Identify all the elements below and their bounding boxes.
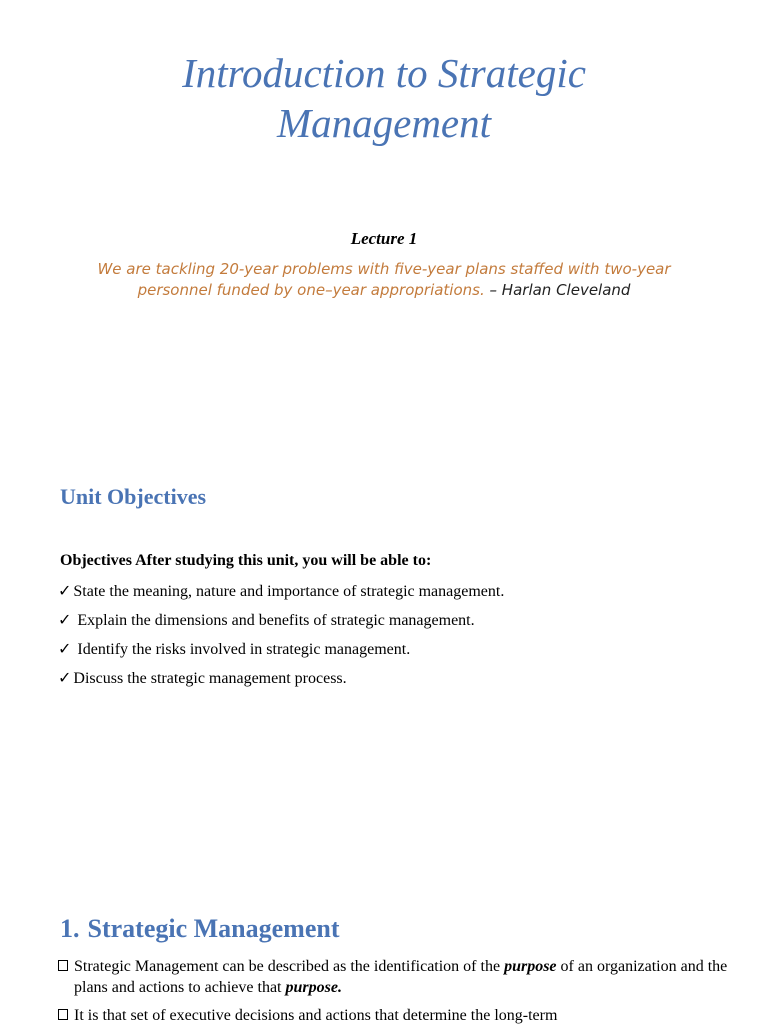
objective-text: State the meaning, nature and importance of strategic management.: [73, 583, 505, 600]
objective-text: Discuss the strategic management process.: [73, 670, 347, 687]
checkbox-bullet-icon: [58, 960, 68, 971]
objective-item: [58, 638, 504, 667]
objective-text: Explain the dimensions and benefits of strategic management.: [73, 612, 475, 629]
quote-text: We are tackling 20-year problems with five-year plans staffed with two-year personnel funded by one–year appropriations.: [97, 260, 671, 299]
section-number: 1.: [60, 914, 80, 943]
lecture-label: Lecture 1: [350, 229, 418, 248]
document-title: [0, 48, 768, 148]
bullet-emphasis: purpose: [504, 958, 557, 975]
objective-item: [58, 667, 504, 696]
check-icon: ✓: [58, 670, 72, 687]
epigraph-quote: [60, 259, 708, 301]
section-bullet: [58, 956, 738, 998]
objective-item: [58, 609, 504, 638]
check-icon: ✓: [58, 583, 72, 600]
section-title: Strategic Management: [87, 914, 340, 943]
bullet-text-part: Strategic Management can be described as the identification of the: [74, 958, 505, 975]
quote-author: – Harlan Cleveland: [489, 281, 631, 299]
check-icon: ✓: [58, 612, 72, 629]
objectives-intro: Objectives After studying this unit, you will be able to:: [60, 552, 432, 569]
objective-text: Identify the risks involved in strategic management.: [73, 641, 411, 658]
bullet-text-part: of an organization and the plans and actions to achieve that: [74, 958, 728, 996]
section-heading-strategic-management: [60, 914, 339, 944]
title-line-2: Management: [276, 100, 492, 146]
objective-item: [58, 580, 504, 609]
unit-objectives-heading: Unit Objectives: [60, 484, 207, 509]
bullet-text: It is that set of executive decisions and actions that determine the long-term: [74, 1007, 558, 1024]
bullet-emphasis: purpose.: [285, 979, 342, 996]
section-bullet: [58, 1005, 738, 1026]
check-icon: ✓: [58, 641, 72, 658]
section-bullets: [58, 956, 738, 1033]
title-line-1: Introduction to Strategic: [182, 50, 586, 96]
objectives-list: [58, 580, 504, 696]
checkbox-bullet-icon: [58, 1009, 68, 1020]
